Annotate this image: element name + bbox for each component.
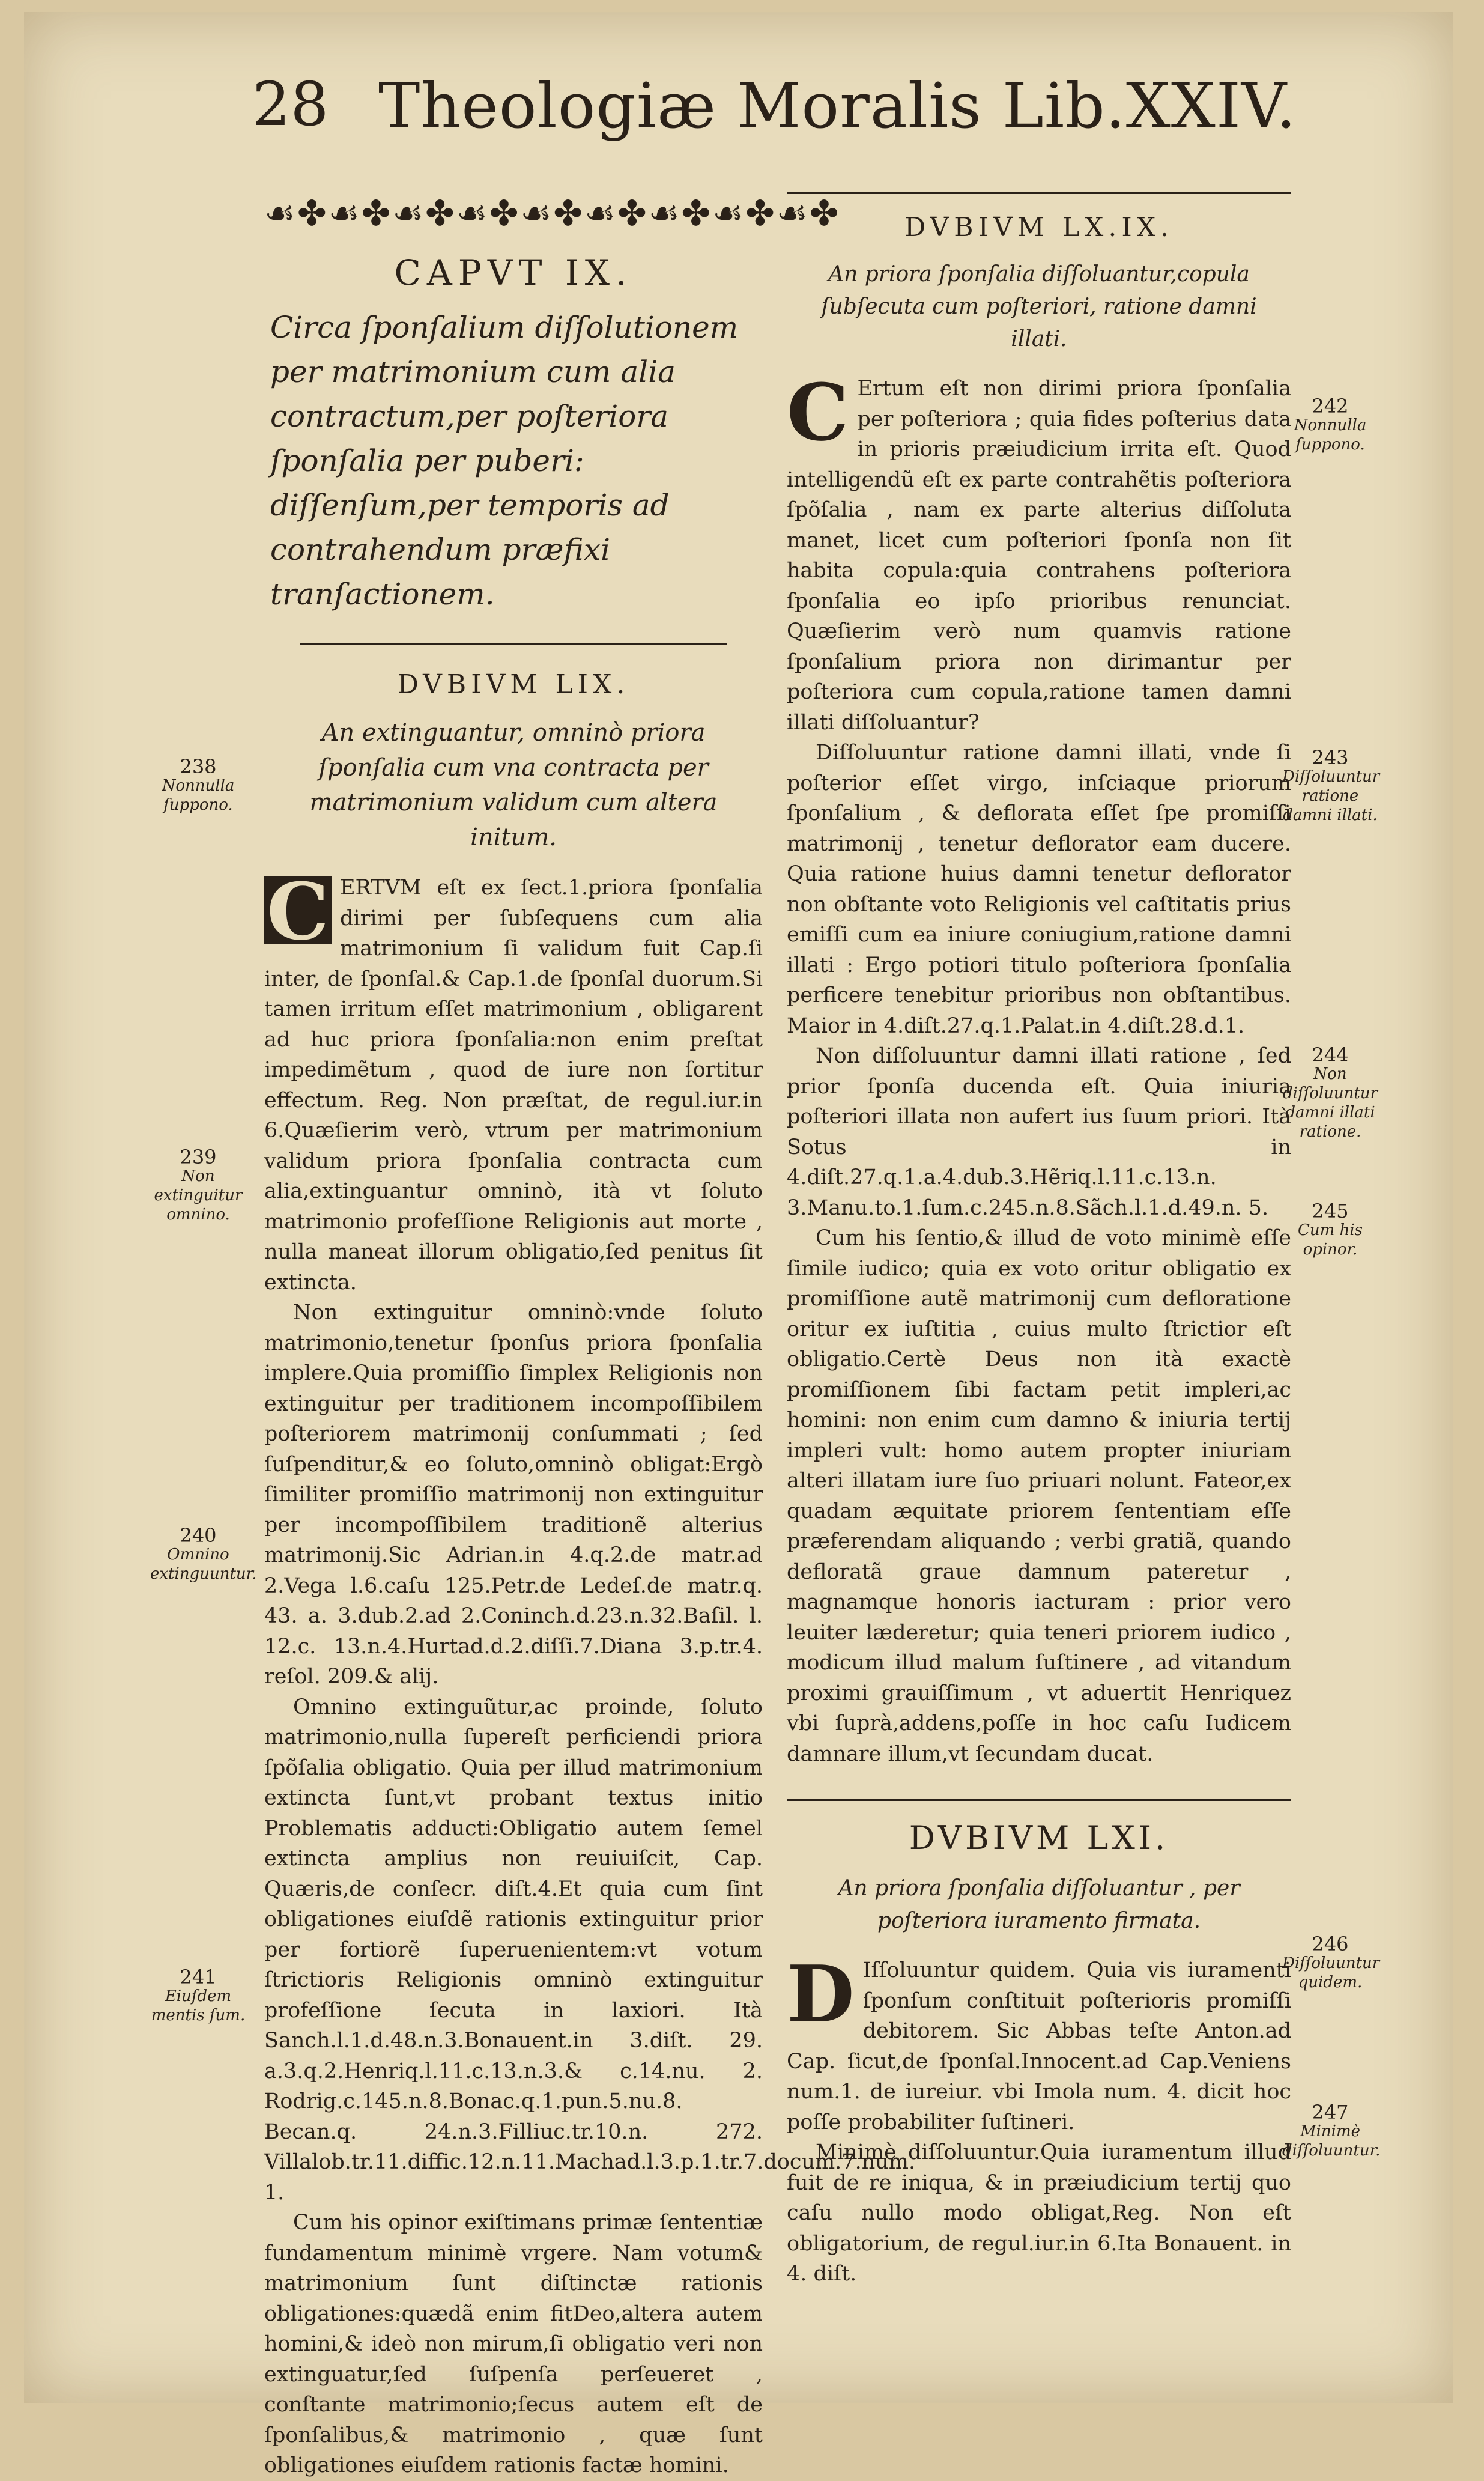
paragraph-243: Diſſoluuntur ratione damni illati, vnde ſi poſterior eſſet virgo, inſciaque priorum ſponſalium , & deflorata eſſet ſpe promiſſi matrimonij , tenetur deflorator eam ducere. Quia ratione huius damni tenetur deflorator non obſtante voto Religionis vel caſtitatis prius emiſſi cum ea iniure coniugium,ratione damni illati : Ergo potiori titulo poſteriora ſponſalia perficere tenebitur prioribus non obſtantibus. Maior in 4.diſt.27.q.1.Palat.in 4.diſt.28.d.1. <box>787 741 1291 1038</box>
drop-cap: C <box>787 366 849 458</box>
ornament-band: ☙✤☙✤☙✤☙✤☙✤☙✤☙✤☙✤☙✤ <box>264 193 841 234</box>
paragraph-240: Omnino extinguũtur,ac proinde, ſoluto matrimonio,nulla ſupereſt perficiendi priora ſpõſalia obligatio. Quia per illud matrimonium extincta ſunt,vt probant textus initio Problematis adducti:Obligatio autem ſemel extincta amplius non reuiuiſcit, Cap. Quæris,de conſecr. diſt.4.Et quia cum ſint obligationes eiuſdẽ rationis extinguitur prior per fortiorẽ ſuperuenientem:vt votum ſtrictioris Religionis omninò extinguitur profeſſione ſecuta in laxiori. Ità Sanch.l.1.d.48.n.3.Bonauent.in 3.diſt. 29. a.3.q.2.Henriq.l.11.c.13.n.3.& c.14.nu. 2. Rodrig.c.145.n.8.Bonac.q.1.pun.5.nu.8. Becan.q. 24.n.3.Filliuc.tr.10.n. 272. Villalob.tr.11.diffic.12.n.11.Machad.l.3.p.1.tr.7.docum.7.num. 1. <box>264 1695 916 2205</box>
chapter-title: CAPVT IX. <box>394 252 633 293</box>
dubium-61-title: DVBIVM LXI. <box>909 1819 1169 1857</box>
page-header <box>216 69 1297 159</box>
left-column <box>264 168 916 2481</box>
marginal-note-239: 239 Non extinguitur omnino. <box>154 1146 243 1224</box>
marginal-note-238: 238 Nonnulla ſuppono. <box>162 755 235 814</box>
paragraph-241: Cum his opinor exiſtimans primæ ſententiæ fundamentum minimè vrgere. Nam votum& matrimonium ſunt diſtinctæ rationis obligationes:quædã enim fitDeo,altera autem homini,& ideò non mirum,ſi obligatio veri non extinguatur,ſed ſuſpenſa perſeueret , conſtante matrimonio;ſecus autem eſt de ſponſalibus,& matrimonio , quæ ſunt obligationes eiuſdem rationis factæ homini. <box>264 2211 763 2477</box>
dubium-60-title: DVBIVM LX.IX. <box>904 212 1174 243</box>
drop-cap: C <box>264 876 332 947</box>
marginal-note-241: 241 Eiuſdem mentis ſum. <box>151 1966 246 2024</box>
marginal-note-240: 240 Omnino extinguuntur. <box>150 1524 257 1583</box>
paragraph-245: Cum his ſentio,& illud de voto minimè eſſe ſimile iudico; quia ex voto oritur obligatio ex promiſſione autẽ matrimonij cum defloratione oritur ex iuſtitia , cuius multo ſtrictior eſt obligatio.Certè Deus non ità exactè promiſſionem ſibi factam petit impleri,ac homini: non enim cum damno & iniuria tertij impleri vult: homo autem propter iniuriam alteri illatam iure ſuo priuari nolunt. Fateor,ex quadam æquitate priorem ſententiam eſſe præferendam aliquando ; verbi gratiã, quando defloratã graue damnum pateretur , magnamque honoris iacturam : prior vero leuiter læderetur; quia teneri priorem iudico , modicum illud malum ſuſtinere , ad vitandum proximi grauiſſimum , vt aduertit Henriquez vbi ſuprà,addens,poſſe in hoc caſu Iudicem damnare illum,vt ſecundam ducat. <box>787 1226 1291 1766</box>
chapter-subtitle: Circa ſponſalium diſſolutionem per matrimonium cum alia contractum,per poſteriora ſponſalia per puberi: diſſenſum,per temporis ad contrahendum præfixi tranſactionem. <box>270 310 739 612</box>
right-column <box>787 168 1291 2289</box>
paragraph-242: C Ertum eſt non dirimi priora ſponſalia per poſteriora ; quia fides poſterius data in prioris præiudicium irrita eſt. Quod intelligendũ eſt ex parte contrahẽtis poſteriora ſpõſalia , nam ex parte alterius diſſoluta manet, licet cum poſteriori ſponſa non ſit habita copula:quia contrahens poſteriora ſponſalia eo ipſo prioribus renunciat. Quæſierim verò num quamvis ratione ſponſalium priora non dirimantur per poſteriora cum copula,ratione tamen damni illati diſſoluantur? <box>787 366 1291 735</box>
dubium-60-question: An priora ſponſalia diſſoluantur,copula ſubſecuta cum poſteriori, ratione damni illati. <box>821 262 1257 351</box>
dubium-59-title: DVBIVM LIX. <box>397 669 630 700</box>
paragraph-244: Non diſſoluuntur damni illati ratione , ſed prior ſponſa ducenda eſt. Quia iniuria poſteriori illata non aufert ius ſuum priori. Ità Sotus in 4.diſt.27.q.1.a.4.dub.3.Hẽriq.l.11.c.13.n. 3.Manu.to.1.ſum.c.245.n.8.Sãch.l.1.d.49.n. 5. <box>787 1044 1291 1220</box>
marginal-note-243: 243 Diſſoluuntur ratione damni illati. <box>1282 746 1380 824</box>
marginal-note-246: 246 Diſſoluuntur quidem. <box>1282 1933 1380 1991</box>
dubium-59-question: An extinguantur, omninò priora ſponſalia cum vna contracta per matrimonium validum cum altera initum. <box>309 719 718 851</box>
paragraph-239: Non extinguitur omninò:vnde ſoluto matrimonio,tenetur ſponſus priora ſponſalia implere.Quia promiſſio ſimplex Religionis non extinguitur per traditionem incompoſſibilem poſteriorem matrimonij conſummati ; ſed ſuſpenditur,& eo ſoluto,omninò obligat:Ergò ſimiliter promiſſio matrimonij non extinguitur per incompoſſibilem traditionẽ alterius matrimonij.Sic Adrian.in 4.q.2.de matr.ad 2.Vega l.6.caſu 125.Petr.de Ledeſ.de matr.q. 43. a. 3.dub.2.ad 2.Coninch.d.23.n.32.Baſil. l. 12.c. 13.n.4.Hurtad.d.2.diſſi.7.Diana 3.p.tr.4. reſol. 209.& alij. <box>264 1301 763 1689</box>
marginal-note-242: 242 Nonnulla ſuppono. <box>1294 395 1367 454</box>
paragraph-238: C ERTVM eſt ex ſect.1.priora ſponſalia dirimi per ſubſequens cum alia matrimonium ſi validum fuit Cap.ſi inter, de ſponſal.& Cap.1.de ſponſal duorum.Si tamen irritum eſſet matrimonium , obligarent ad huc priora ſponſalia:non enim preſtat impedimẽtum , quod de iure non ſortitur effectum. Reg. Non præſtat, de regul.iur.in 6.Quæſierim verò, vtrum per matrimonium validum priora ſponſalia contracta cum alia,extinguantur omninò, ità vt ſoluto matrimonio profeſſione Religionis aut morte , nulla maneat illorum obligatio,ſed penitus ſit extincta. <box>264 866 763 1295</box>
section-rule <box>787 1799 1291 1801</box>
paragraph-246: D Iſſoluuntur quidem. Quia vis iuramenti ſponſum conſtituit poſterioris promiſſi debitorem. Sic Abbas teſte Anton.ad Cap. ſicut,de ſponſal.Innocent.ad Cap.Veniens num.1. de iureiur. vbi Imola num. 4. dicit hoc poſſe probabiliter ſuſtineri. <box>787 1948 1291 2134</box>
drop-cap: D <box>787 1948 855 2040</box>
top-rule <box>787 192 1291 194</box>
marginal-note-244: 244 Non diſſoluuntur damni illati ratione. <box>1282 1043 1378 1141</box>
section-rule <box>300 643 727 645</box>
page-number: 28 <box>252 69 329 139</box>
dubium-61-question: An priora ſponſalia diſſoluantur , per poſteriora iuramento firmata. <box>838 1876 1240 1933</box>
running-title: Theologiæ Moralis Lib.XXIV. <box>378 69 1297 142</box>
marginal-note-245: 245 Cum his opinor. <box>1298 1200 1363 1259</box>
book-page <box>24 12 1453 2477</box>
paragraph-247: Minimè diſſoluuntur.Quia iuramentum illud fuit de re iniqua, & in præiudicium tertij quo caſu nullo modo obligat,Reg. Non eſt obligatorium, de regul.iur.in 6.Ita Bonauent. in 4. diſt. <box>787 2140 1291 2286</box>
marginal-note-247: 247 Minimè diſſoluuntur. <box>1282 2101 1381 2160</box>
